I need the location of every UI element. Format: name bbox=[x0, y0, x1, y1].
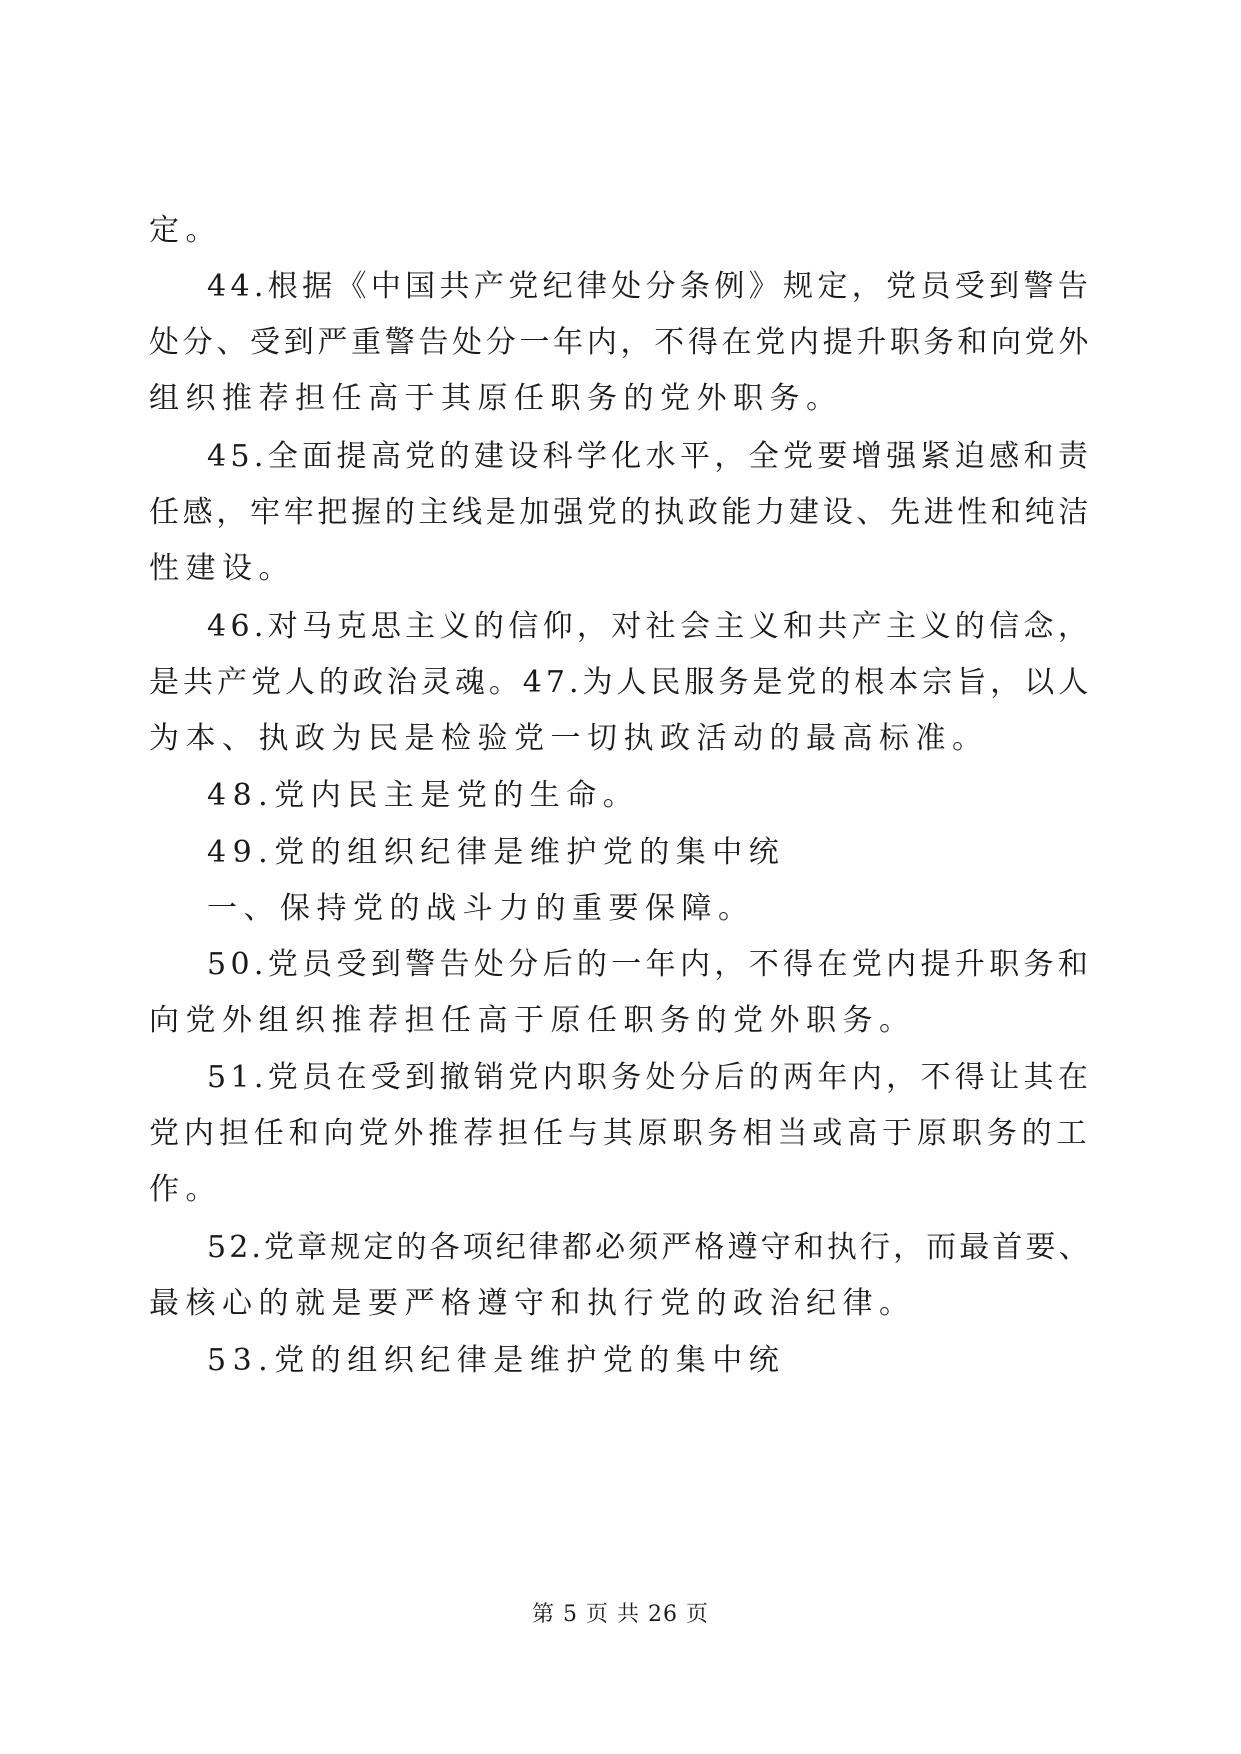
text-line-16: 51.党员在受到撤销党内职务处分后的两年内，不得让其在 bbox=[207, 1060, 1093, 1095]
page-number-footer: 第 5 页 共 26 页 bbox=[532, 1602, 709, 1627]
text-line-6: 任感，牢牢把握的主线是加强党的执政能力建设、先进性和纯洁 bbox=[149, 495, 1092, 530]
text-line-8: 46.对马克思主义的信仰，对社会主义和共产主义的信念， bbox=[207, 609, 1093, 644]
text-line-10: 为本、执政为民是检验党一切执政活动的最高标准。 bbox=[149, 721, 989, 756]
text-line-11: 48.党内民主是党的生命。 bbox=[207, 778, 640, 813]
text-line-4: 组织推荐担任高于其原任职务的党外职务。 bbox=[149, 381, 843, 416]
text-line-2: 44.根据《中国共产党纪律处分条例》规定，党员受到警告 bbox=[207, 269, 1093, 304]
text-line-13: 一、保持党的战斗力的重要保障。 bbox=[207, 891, 755, 926]
text-line-17: 党内担任和向党外推荐担任与其原职务相当或高于原职务的工 bbox=[149, 1116, 1092, 1151]
text-line-3: 处分、受到严重警告处分一年内，不得在党内提升职务和向党外 bbox=[149, 325, 1092, 360]
text-line-21: 53.党的组织纪律是维护党的集中统 bbox=[207, 1343, 786, 1378]
text-line-18: 作。 bbox=[149, 1172, 222, 1207]
text-line-1: 定。 bbox=[149, 213, 222, 248]
text-line-20: 最核心的就是要严格遵守和执行党的政治纪律。 bbox=[149, 1286, 916, 1321]
text-line-9: 是共产党人的政治灵魂。47.为人民服务是党的根本宗旨，以人 bbox=[149, 665, 1093, 700]
text-line-7: 性建设。 bbox=[149, 551, 295, 586]
text-line-19: 52.党章规定的各项纪律都必须严格遵守和执行，而最首要、 bbox=[207, 1230, 1092, 1265]
text-line-15: 向党外组织推荐担任高于原任职务的党外职务。 bbox=[149, 1003, 916, 1038]
text-line-5: 45.全面提高党的建设科学化水平，全党要增强紧迫感和责 bbox=[207, 439, 1093, 474]
text-line-14: 50.党员受到警告处分后的一年内，不得在党内提升职务和 bbox=[207, 947, 1093, 982]
text-line-12: 49.党的组织纪律是维护党的集中统 bbox=[207, 835, 786, 870]
